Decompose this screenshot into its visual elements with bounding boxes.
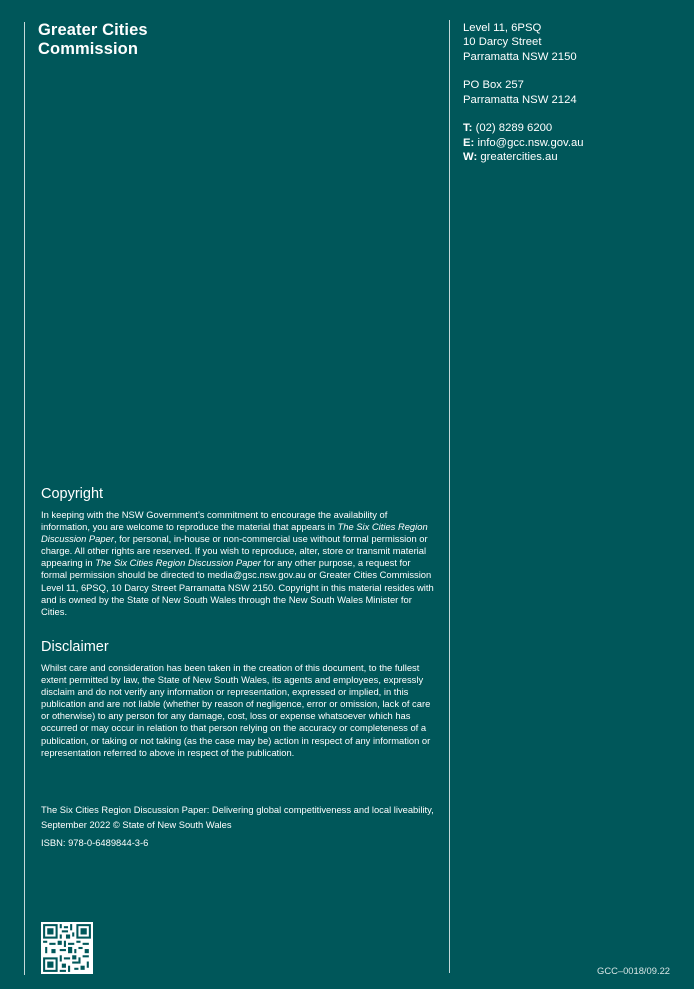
contact-details — [463, 121, 663, 164]
address-line: Parramatta NSW 2150 — [463, 50, 577, 63]
po-box-line: Parramatta NSW 2124 — [463, 93, 577, 106]
po-box-line: PO Box 257 — [463, 79, 524, 92]
phone-number[interactable]: (02) 8289 6200 — [475, 122, 553, 135]
contact-block — [463, 21, 663, 179]
org-name-line2: Commission — [38, 40, 139, 58]
copyright-text-part: for any other purpose, a request for formal permission should be directed to media@gsc.nsw.gov.au or Greater Cities Commission Level 11, 6PSQ, 10 Darcy Street Parramatta NSW 2150. Copyright in this material resides with and is owned by the State of New South Wales through the New South Wales Minister for Cities. — [41, 557, 437, 617]
copyright-heading: Copyright — [41, 486, 104, 502]
website-link[interactable]: greatercities.au — [480, 151, 558, 164]
left-divider-line — [24, 22, 25, 975]
isbn-text: ISBN: 978-0-6489844-3-6 — [41, 837, 149, 848]
citation-text: The Six Cities Region Discussion Paper: Delivering global competitiveness and local liveability, September 2022 © State of New South Wales — [41, 804, 434, 830]
web-row — [463, 150, 663, 164]
copyright-text-part: In keeping with the NSW Government’s commitment to encourage the availability of information, you are welcome to reproduce the material that appears in — [41, 509, 390, 533]
disclaimer-text: Whilst care and consideration has been taken in the creation of this document, to the fullest extent permitted by law, the State of New South Wales, its agents and employees, expressly disclaim and do not verify any information or representation, expressed or implied, in this publication and are not liable (whether by reason of negligence, error or omission, lack of care or otherwise) to any person for any damage, cost, loss or expense whatsoever which has occurred or may occur in relation to that person relying on the accuracy or completeness of a publication, or taking or not taking (as the case may be) action in respect of any information or representation referred to above in respect of the publication. — [41, 662, 433, 758]
po-box-address — [463, 78, 663, 107]
email-link[interactable]: info@gcc.nsw.gov.au — [477, 136, 584, 149]
document-title: The Six Cities Region Discussion Paper — [41, 521, 431, 545]
document-code: GCC–0018/09.22 — [597, 965, 670, 976]
copyright-text — [41, 509, 436, 618]
phone-label: T: — [463, 122, 473, 135]
copyright-section — [41, 486, 436, 618]
street-address — [463, 21, 663, 64]
disclaimer-section — [41, 639, 436, 759]
email-label: E: — [463, 136, 475, 149]
qr-code — [41, 922, 93, 974]
qr-code-graphic — [41, 922, 93, 974]
phone-row — [463, 121, 663, 135]
address-line: 10 Darcy Street — [463, 36, 542, 49]
org-logo-text — [38, 21, 148, 59]
org-name-line1: Greater Cities — [38, 21, 148, 39]
document-title: The Six Cities Region Discussion Paper — [95, 557, 261, 569]
copyright-text-part: , for personal, in-house or non-commercial use without formal permission or charge. All other rights are reserved. If you wish to reproduce, alter, store or transmit material appearing in — [41, 533, 431, 569]
disclaimer-heading: Disclaimer — [41, 639, 109, 655]
web-label: W: — [463, 151, 478, 164]
right-divider-line — [449, 20, 450, 973]
address-line: Level 11, 6PSQ — [463, 22, 542, 34]
email-row — [463, 136, 663, 150]
